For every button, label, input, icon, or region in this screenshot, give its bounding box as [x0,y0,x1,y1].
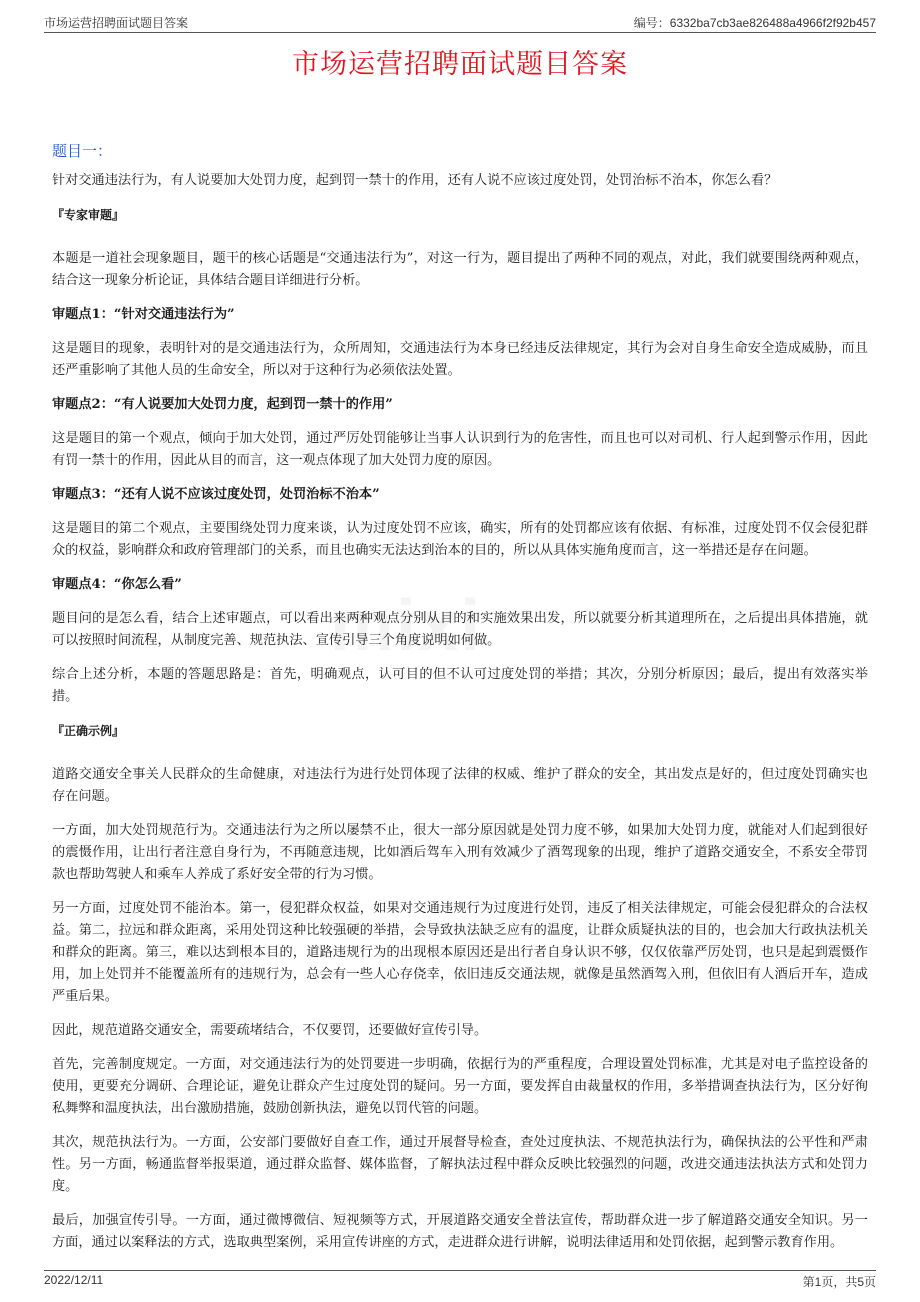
header-doc-code: 编号：6332ba7cb3ae826488a4966f2f92b457 [633,16,876,30]
question-heading: 题目一： [52,142,113,160]
summary-text: 综合上述分析，本题的答题思路是：首先，明确观点，认可目的但不认可过度处罚的举措；其次，分别分析原因；最后，提出有效落实举措。 [52,667,868,704]
example-paragraph: 一方面，加大处罚规范行为。交通违法行为之所以屡禁不止，很大一部分原因就是处罚力度不够，如果加大处罚力度，就能对人们起到很好的震慑作用，让出行者注意自身行为，不再随意违规，比如酒后驾车入刑有效减少了酒驾现象的出现，维护了道路交通安全，不系安全带罚款也帮助驾驶人和乘车人养成了系好安全带的行为习惯。 [52,823,868,882]
point-title: 审题点1：“针对交通违法行为” [52,307,235,322]
point-text: 题目问的是怎么看，结合上述审题点，可以看出来两种观点分别从目的和实施效果出发，所以就要分析其道理所在，之后提出具体措施，就可以按照时间流程，从制度完善、规范执法、宣传引导三个角度说明如何做。 [52,611,868,648]
point-text: 这是题目的第二个观点，主要围绕处罚力度来谈，认为过度处罚不应该，确实，所有的处罚都应该有依据、有标准，过度处罚不仅会侵犯群众的权益，影响群众和政府管理部门的关系，而且也确实无法达到治本的目的，所以从具体实施角度而言，这一举措还是存在问题。 [52,521,868,558]
example-paragraph: 因此，规范道路交通安全，需要疏堵结合，不仅要罚，还要做好宣传引导。 [52,1023,488,1038]
point-title: 审题点4：“你怎么看” [52,577,182,592]
header-doc-title: 市场运营招聘面试题目答案 [44,16,189,30]
page-header [44,12,876,33]
document-body [52,140,868,1266]
footer-date: 2022/12/11 [44,1273,104,1287]
example-paragraph: 最后，加强宣传引导。一方面，通过微博微信、短视频等方式，开展道路交通安全普法宣传，帮助群众进一步了解道路交通安全知识。另一方面，通过以案释法的方式，选取典型案例，采用宣传讲座的方式，走进群众进行讲解，说明法律适用和处罚依据，起到警示教育作用。 [52,1213,868,1250]
page-footer [44,1270,876,1289]
point-text: 这是题目的第一个观点，倾向于加大处罚，通过严厉处罚能够让当事人认识到行为的危害性，而且也可以对司机、行人起到警示作用，因此有罚一禁十的作用，因此从目的而言，这一观点体现了加大处罚力度的原因。 [52,431,868,468]
example-paragraph: 首先，完善制度规定。一方面，对交通违法行为的处罚要进一步明确，依据行为的严重程度，合理设置处罚标准，尤其是对电子监控设备的使用，更要充分调研、合理论证，避免让群众产生过度处罚的疑问。另一方面，要发挥自由裁量权的作用，多举措调查执法行为，区分好徇私舞弊和温度执法，出台激励措施，鼓励创新执法，避免以罚代管的问题。 [52,1057,868,1116]
example-paragraph: 其次，规范执法行为。一方面，公安部门要做好自查工作，通过开展督导检查，查处过度执法、不规范执法行为，确保执法的公平性和严肃性。另一方面，畅通监督举报渠道，通过群众监督、媒体监督，了解执法过程中群众反映比较强烈的问题，改进交通违法执法方式和处罚力度。 [52,1135,868,1194]
point-title: 审题点2：“有人说要加大处罚力度，起到罚一禁十的作用” [52,397,393,412]
example-heading: 『正确示例』 [52,724,125,738]
question-text: 针对交通违法行为，有人说要加大处罚力度，起到罚一禁十的作用，还有人说不应该过度处罚，处罚治标不治本，你怎么看？ [52,173,778,188]
page-title: 市场运营招聘面试题目答案 [292,49,628,80]
example-paragraph: 道路交通安全事关人民群众的生命健康，对违法行为进行处罚体现了法律的权威、维护了群众的安全，其出发点是好的，但过度处罚确实也存在问题。 [52,767,868,804]
point-title: 审题点3：“还有人说不应该过度处罚，处罚治标不治本” [52,487,380,502]
footer-page-number: 第1页，共5页 [802,1275,876,1289]
expert-intro: 本题是一道社会现象题目，题干的核心话题是“交通违法行为”，对这一行为，题目提出了两种不同的观点，对此，我们就要围绕两种观点，结合这一现象分析论证，具体结合题目详细进行分析。 [52,251,868,288]
example-paragraph: 另一方面，过度处罚不能治本。第一，侵犯群众权益，如果对交通违规行为过度进行处罚，违反了相关法律规定，可能会侵犯群众的合法权益。第二，拉远和群众距离，采用处罚这种比较强硬的举措，会导致执法缺乏应有的温度，让群众质疑执法的目的，也会加大行政执法机关和群众的距离。第三，难以达到根本目的，道路违规行为的出现根本原因还是出行者自身认识不够，仅仅依靠严厉处罚，也只是起到震慑作用，加上处罚并不能覆盖所有的违规行为，总会有一些人心存侥幸，依旧违反交通法规，就像是虽然酒驾入刑，但依旧有人酒后开车，造成严重后果。 [52,901,868,1004]
expert-heading: 『专家审题』 [52,208,125,222]
point-text: 这是题目的现象，表明针对的是交通违法行为，众所周知，交通违法行为本身已经违反法律规定，其行为会对自身生命安全造成威胁，而且还严重影响了其他人员的生命安全，所以对于这种行为必须依法处置。 [52,341,868,378]
